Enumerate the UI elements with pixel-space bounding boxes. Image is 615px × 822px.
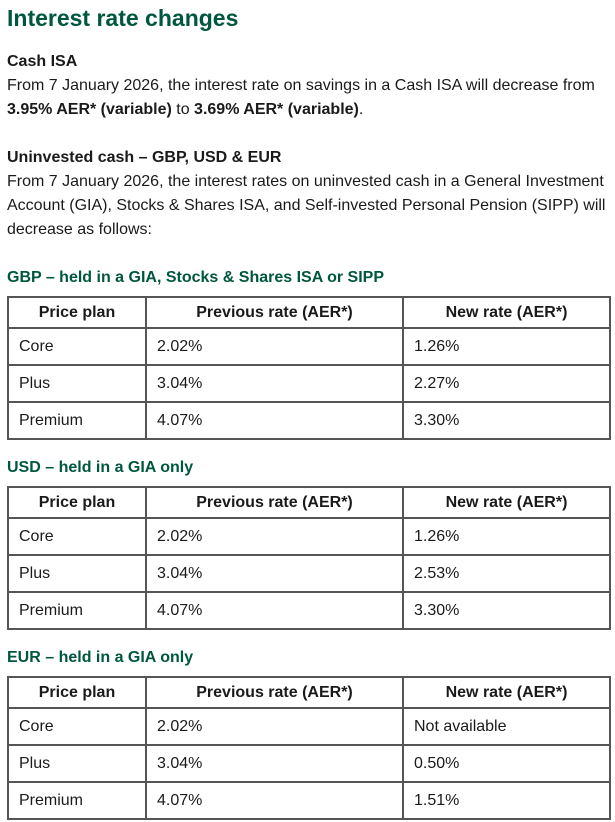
page-title: Interest rate changes: [7, 5, 239, 31]
table-cell: 1.26%: [403, 328, 610, 365]
table-cell: Premium: [8, 592, 146, 629]
eur-table-heading: EUR – held in a GIA only: [7, 649, 194, 666]
cash-isa-text: [7, 74, 610, 122]
table-cell: 2.27%: [403, 365, 610, 402]
table-cell: Plus: [8, 555, 146, 592]
table-cell: 3.30%: [403, 402, 610, 439]
table-row: [8, 745, 610, 782]
table-cell: 3.04%: [146, 555, 403, 592]
table-cell: 0.50%: [403, 745, 610, 782]
table-cell: 2.02%: [146, 708, 403, 745]
table-cell: 1.51%: [403, 782, 610, 819]
table-cell: 2.53%: [403, 555, 610, 592]
table-header-row: [8, 677, 610, 708]
cash-isa-rate-to: 3.69% AER* (variable): [194, 101, 359, 118]
table-cell: Plus: [8, 745, 146, 782]
usd-table-heading: USD – held in a GIA only: [7, 459, 194, 476]
table-cell: Core: [8, 518, 146, 555]
table-header-row: [8, 297, 610, 328]
table-row: [8, 555, 610, 592]
eur-rates-table: [7, 676, 611, 820]
cash-isa-text-mid: to: [171, 101, 195, 118]
table-row: [8, 402, 610, 439]
uninvested-heading: Uninvested cash – GBP, USD & EUR: [7, 149, 282, 166]
table-row: [8, 782, 610, 819]
column-header: Price plan: [8, 297, 146, 328]
cash-isa-rate-from: 3.95% AER* (variable): [7, 101, 172, 118]
column-header: Price plan: [8, 677, 146, 708]
table-cell: Plus: [8, 365, 146, 402]
table-cell: 3.30%: [403, 592, 610, 629]
table-cell: 1.26%: [403, 518, 610, 555]
cash-isa-heading: Cash ISA: [7, 53, 78, 70]
column-header: Previous rate (AER*): [146, 487, 403, 518]
table-cell: 2.02%: [146, 518, 403, 555]
table-cell: 2.02%: [146, 328, 403, 365]
column-header: Price plan: [8, 487, 146, 518]
column-header: Previous rate (AER*): [146, 677, 403, 708]
table-cell: Core: [8, 708, 146, 745]
table-cell: 4.07%: [146, 782, 403, 819]
table-header-row: [8, 487, 610, 518]
table-cell: Core: [8, 328, 146, 365]
table-row: [8, 708, 610, 745]
table-row: [8, 518, 610, 555]
table-cell: 3.04%: [146, 745, 403, 782]
table-cell: 4.07%: [146, 402, 403, 439]
column-header: New rate (AER*): [403, 677, 610, 708]
cash-isa-text-end: .: [358, 101, 364, 118]
table-cell: 3.04%: [146, 365, 403, 402]
table-cell: Premium: [8, 782, 146, 819]
table-row: [8, 592, 610, 629]
gbp-table-heading: GBP – held in a GIA, Stocks & Shares ISA or SIPP: [7, 269, 385, 286]
column-header: New rate (AER*): [403, 297, 610, 328]
gbp-rates-table: [7, 296, 611, 440]
usd-rates-table: [7, 486, 611, 630]
table-cell: Not available: [403, 708, 610, 745]
column-header: Previous rate (AER*): [146, 297, 403, 328]
uninvested-text: From 7 January 2026, the interest rates on uninvested cash in a General Investment Account (GIA), Stocks & Shares ISA, and Self-invested Personal Pension (SIPP) will decrease as follows:: [7, 173, 606, 238]
table-cell: 4.07%: [146, 592, 403, 629]
table-row: [8, 365, 610, 402]
cash-isa-text-line: From 7 January 2026, the interest rate on savings in a Cash ISA will decrease from: [7, 77, 595, 94]
table-cell: Premium: [8, 402, 146, 439]
table-row: [8, 328, 610, 365]
column-header: New rate (AER*): [403, 487, 610, 518]
